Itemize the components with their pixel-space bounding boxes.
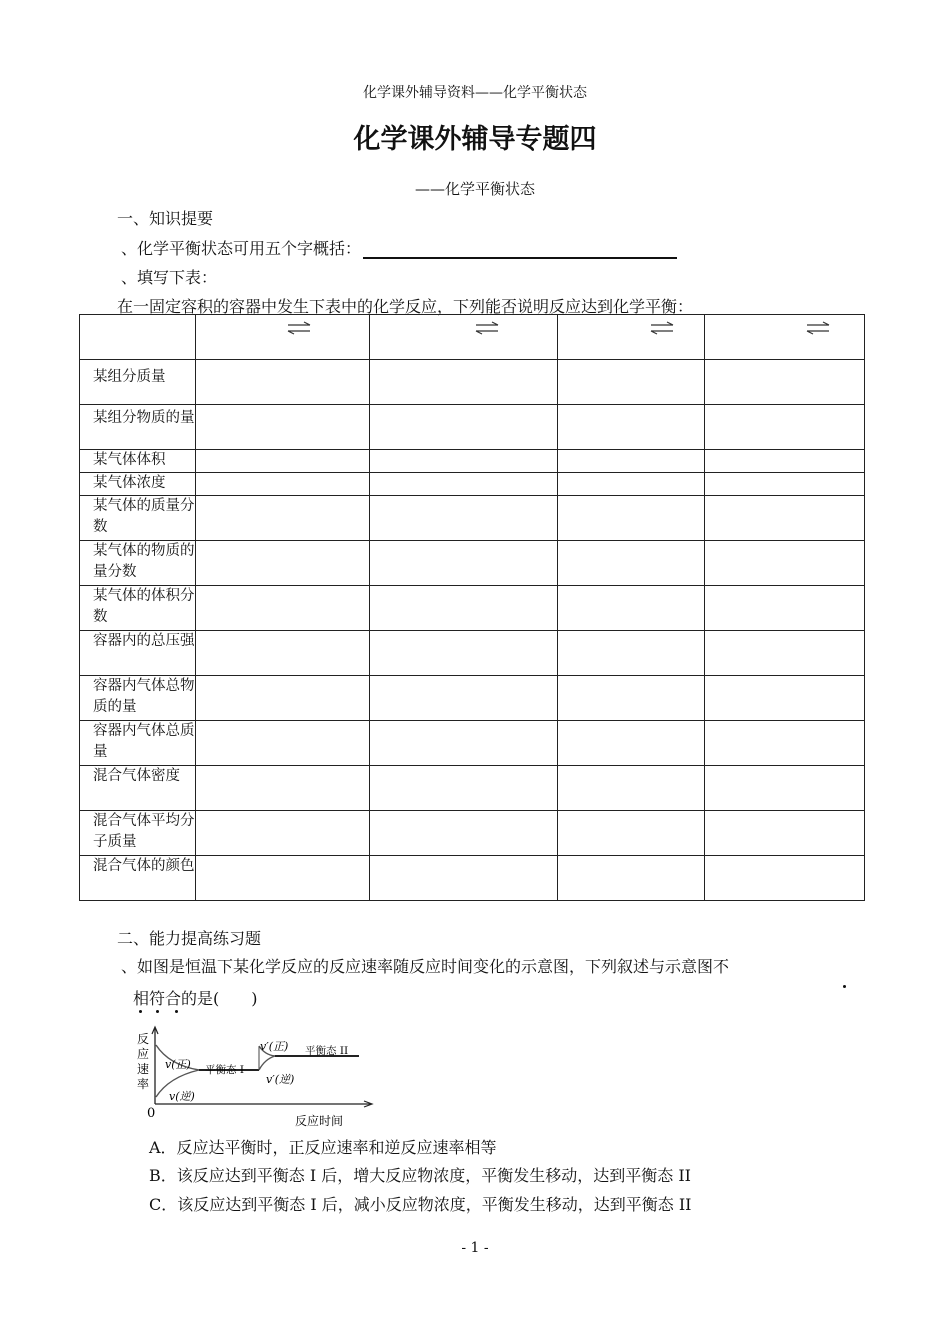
answer-cell[interactable] [196, 450, 370, 473]
answer-cell[interactable] [705, 676, 865, 721]
answer-cell[interactable] [705, 586, 865, 631]
table-row [80, 766, 865, 811]
rate-graph-svg [125, 1025, 390, 1135]
table-header-row [80, 315, 865, 360]
table-row [80, 496, 865, 541]
emphasis-dot [843, 985, 846, 988]
answer-cell[interactable] [370, 541, 558, 586]
table-row [80, 586, 865, 631]
answer-cell[interactable] [196, 856, 370, 901]
answer-cell[interactable] [705, 450, 865, 473]
answer-cell[interactable] [558, 541, 705, 586]
table-row [80, 405, 865, 450]
equilibrium-arrow-icon [806, 321, 830, 335]
row-label: 某气体的物质的量分数 [80, 541, 196, 586]
reaction-header-1[interactable] [196, 315, 370, 360]
answer-cell[interactable] [370, 856, 558, 901]
y-label-char: 反 [137, 1032, 150, 1046]
answer-cell[interactable] [558, 586, 705, 631]
answer-cell[interactable] [370, 360, 558, 405]
answer-cell[interactable] [558, 631, 705, 676]
y-label-char: 速 [137, 1062, 150, 1076]
equilibrium-arrow-icon [287, 321, 311, 335]
reaction-header-2[interactable] [370, 315, 558, 360]
row-label: 某气体的体积分数 [80, 586, 196, 631]
reaction-header-3[interactable] [558, 315, 705, 360]
equilibrium-1-label: 平衡态 I [205, 1064, 244, 1076]
answer-cell[interactable] [705, 766, 865, 811]
equilibrium-arrow-icon [650, 321, 674, 335]
page-subtitle: ——化学平衡状态 [414, 180, 535, 198]
answer-cell[interactable] [370, 766, 558, 811]
table-row [80, 631, 865, 676]
answer-cell[interactable] [370, 676, 558, 721]
answer-cell[interactable] [196, 473, 370, 496]
answer-cell[interactable] [558, 766, 705, 811]
table-intro: 在一固定容积的容器中发生下表中的化学反应，下列能否说明反应达到化学平衡： [117, 297, 694, 316]
page-header: 化学课外辅导资料——化学平衡状态 [363, 85, 587, 101]
section1-heading: 一、知识提要 [117, 209, 214, 228]
answer-cell[interactable] [558, 405, 705, 450]
answer-cell[interactable] [196, 811, 370, 856]
v-forward-prime-label: v′(正) [260, 1040, 289, 1053]
row-label: 容器内气体总质量 [80, 721, 196, 766]
answer-cell[interactable] [558, 450, 705, 473]
emphasis-dot [175, 1010, 178, 1013]
row-label: 某气体浓度 [80, 473, 196, 496]
answer-cell[interactable] [705, 496, 865, 541]
answer-cell[interactable] [558, 856, 705, 901]
table-row [80, 856, 865, 901]
answer-cell[interactable] [370, 405, 558, 450]
knowledge-item-2: 、填写下表： [121, 268, 218, 287]
y-label-char: 率 [137, 1077, 150, 1091]
knowledge-item-1-text: 、化学平衡状态可用五个字概括： [121, 239, 362, 258]
answer-cell[interactable] [370, 496, 558, 541]
x-axis-label: 反应时间 [295, 1114, 344, 1128]
answer-cell[interactable] [705, 811, 865, 856]
answer-cell[interactable] [196, 496, 370, 541]
row-label: 某组分质量 [80, 360, 196, 405]
answer-cell[interactable] [558, 360, 705, 405]
y-label-char: 应 [137, 1047, 150, 1061]
answer-cell[interactable] [196, 631, 370, 676]
equilibrium-arrow-icon [475, 321, 499, 335]
answer-cell[interactable] [558, 496, 705, 541]
answer-cell[interactable] [370, 721, 558, 766]
answer-cell[interactable] [196, 405, 370, 450]
section2-heading: 二、能力提高练习题 [117, 929, 262, 948]
row-label: 容器内气体总物质的量 [80, 676, 196, 721]
page-number: - 1 - [461, 1240, 489, 1256]
table-row [80, 721, 865, 766]
answer-cell[interactable] [370, 811, 558, 856]
answer-cell[interactable] [370, 473, 558, 496]
option-a[interactable]: A．反应达平衡时，正反应速率和逆反应速率相等 [149, 1138, 497, 1157]
row-label: 混合气体的颜色 [80, 856, 196, 901]
question-line-2: 相符合的是( ) [133, 989, 258, 1008]
answer-cell[interactable] [705, 360, 865, 405]
table-row [80, 541, 865, 586]
answer-cell[interactable] [370, 631, 558, 676]
v-forward-label: v(正) [165, 1058, 191, 1071]
answer-cell[interactable] [558, 811, 705, 856]
row-label: 混合气体平均分子质量 [80, 811, 196, 856]
equilibrium-2-label: 平衡态 II [305, 1045, 349, 1057]
option-b[interactable]: B．该反应达到平衡态 I 后，增大反应物浓度，平衡发生移动，达到平衡态 II [149, 1166, 691, 1185]
question-line-1: 、如图是恒温下某化学反应的反应速率随反应时间变化的示意图，下列叙述与示意图不 [121, 957, 730, 976]
emphasis-dot [139, 1010, 142, 1013]
answer-cell[interactable] [558, 473, 705, 496]
table-row [80, 360, 865, 405]
answer-cell[interactable] [370, 450, 558, 473]
answer-cell[interactable] [196, 721, 370, 766]
header-cell-empty [80, 315, 196, 360]
v-reverse-prime-label: v′(逆) [266, 1073, 295, 1086]
answer-cell[interactable] [196, 766, 370, 811]
reaction-header-4[interactable] [705, 315, 865, 360]
page-title: 化学课外辅导专题四 [353, 124, 597, 155]
row-label: 某组分物质的量 [80, 405, 196, 450]
answer-cell[interactable] [196, 586, 370, 631]
answer-cell[interactable] [705, 721, 865, 766]
table-row [80, 676, 865, 721]
answer-cell[interactable] [705, 631, 865, 676]
answer-cell[interactable] [196, 676, 370, 721]
table-row [80, 450, 865, 473]
answer-cell[interactable] [196, 360, 370, 405]
answer-cell[interactable] [370, 586, 558, 631]
v-reverse-label: v(逆) [169, 1090, 195, 1103]
row-label: 混合气体密度 [80, 766, 196, 811]
v-reverse-prime-curve [259, 1056, 275, 1070]
answer-blank-line[interactable] [363, 241, 677, 259]
row-label: 某气体体积 [80, 450, 196, 473]
equilibrium-table [79, 314, 865, 901]
answer-cell[interactable] [196, 541, 370, 586]
answer-cell[interactable] [705, 473, 865, 496]
emphasis-dot [156, 1010, 159, 1013]
row-label: 某气体的质量分数 [80, 496, 196, 541]
answer-cell[interactable] [558, 676, 705, 721]
answer-cell[interactable] [705, 541, 865, 586]
reaction-rate-graph [125, 1025, 390, 1135]
answer-cell[interactable] [558, 721, 705, 766]
answer-cell[interactable] [705, 405, 865, 450]
origin-label: 0 [147, 1106, 156, 1121]
knowledge-item-1 [121, 236, 677, 259]
table-row [80, 473, 865, 496]
row-label: 容器内的总压强 [80, 631, 196, 676]
table-row [80, 811, 865, 856]
answer-cell[interactable] [705, 856, 865, 901]
option-c[interactable]: C．该反应达到平衡态 I 后，减小反应物浓度，平衡发生移动，达到平衡态 II [149, 1195, 692, 1214]
